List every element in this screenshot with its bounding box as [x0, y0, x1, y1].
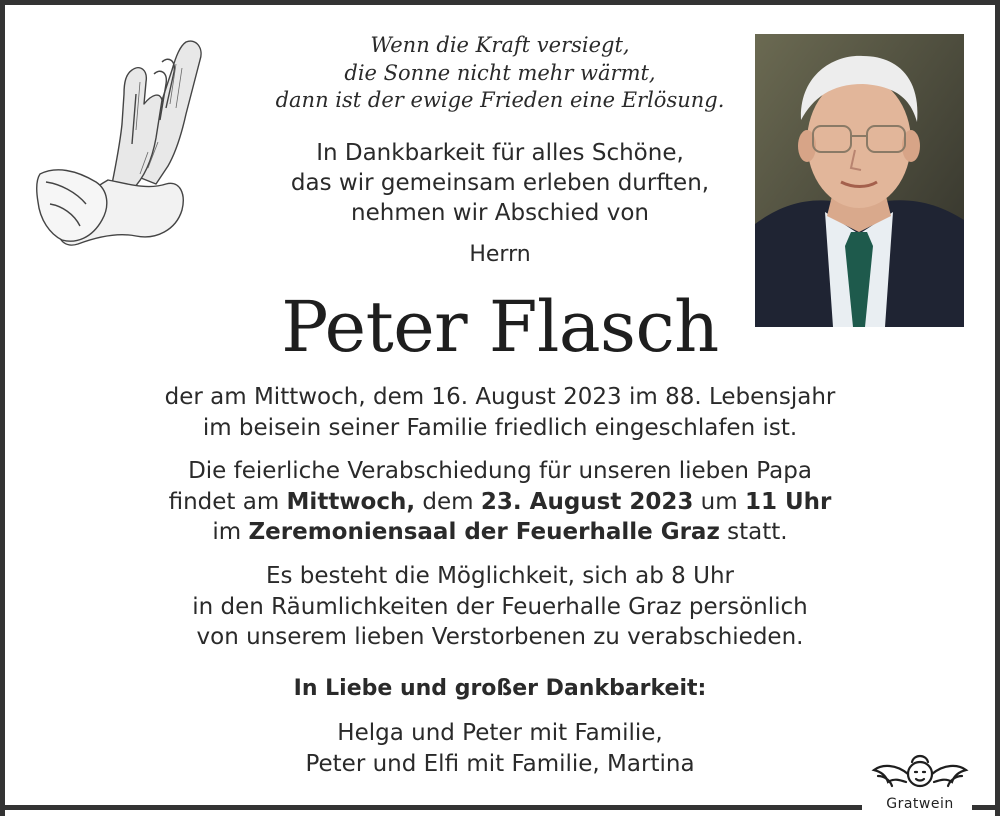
death-notice	[80, 382, 920, 443]
ceremony-line-2	[80, 487, 920, 518]
bottom-rule-end	[972, 805, 1000, 810]
mourner-line: Helga und Peter mit Familie,	[337, 720, 663, 746]
salutation: Herrn	[469, 242, 531, 267]
ceremony-date: 23. August 2023	[480, 488, 694, 515]
memorial-poem	[200, 32, 800, 115]
ceremony-time: 11 Uhr	[744, 488, 832, 515]
ceremony-text: statt.	[719, 519, 788, 545]
intro-line: das wir gemeinsam erleben durften,	[290, 170, 710, 196]
ceremony-line-1: Die feierliche Verabschiedung für unseren lieben Papa	[188, 458, 812, 484]
bottom-rule	[0, 805, 862, 810]
closing-line: In Liebe und großer Dankbarkeit:	[293, 676, 707, 701]
death-notice-line: der am Mittwoch, dem 16. August 2023 im 88. Lebensjahr	[164, 384, 836, 410]
ceremony-text: dem	[415, 488, 481, 515]
ceremony-details	[80, 456, 920, 548]
death-notice-line: im beisein seiner Familie friedlich eingeschlafen ist.	[202, 414, 798, 441]
farewell-line: von unserem lieben Verstorbenen zu verabschieden.	[196, 624, 804, 650]
poem-line: dann ist der ewige Frieden eine Erlösung.	[275, 88, 725, 112]
ceremony-day: Mittwoch,	[286, 488, 416, 515]
deceased-name: Peter Flasch	[281, 286, 719, 368]
ceremony-line-3	[80, 517, 920, 548]
cherub-icon	[868, 746, 972, 796]
ceremony-text: um	[693, 488, 745, 515]
gratwein-logo	[868, 746, 972, 816]
intro-line: nehmen wir Abschied von	[351, 200, 649, 226]
farewell-info	[80, 561, 920, 653]
praying-hands-icon	[36, 34, 216, 249]
ceremony-text: findet am	[168, 488, 287, 515]
poem-line: Wenn die Kraft versiegt,	[370, 33, 630, 57]
ceremony-text: im	[212, 519, 249, 545]
logo-name: Gratwein	[886, 796, 954, 812]
intro-line: In Dankbarkeit für alles Schöne,	[316, 140, 684, 166]
intro-text	[200, 138, 800, 228]
mourners-list	[80, 718, 920, 779]
ceremony-place: Zeremoniensaal der Feuerhalle Graz	[248, 519, 720, 545]
farewell-line: in den Räumlichkeiten der Feuerhalle Graz persönlich	[192, 593, 808, 620]
poem-line: die Sonne nicht mehr wärmt,	[344, 60, 656, 85]
farewell-line: Es besteht die Möglichkeit, sich ab 8 Uhr	[265, 563, 734, 589]
mourner-line: Peter und Elfi mit Familie, Martina	[305, 750, 695, 777]
